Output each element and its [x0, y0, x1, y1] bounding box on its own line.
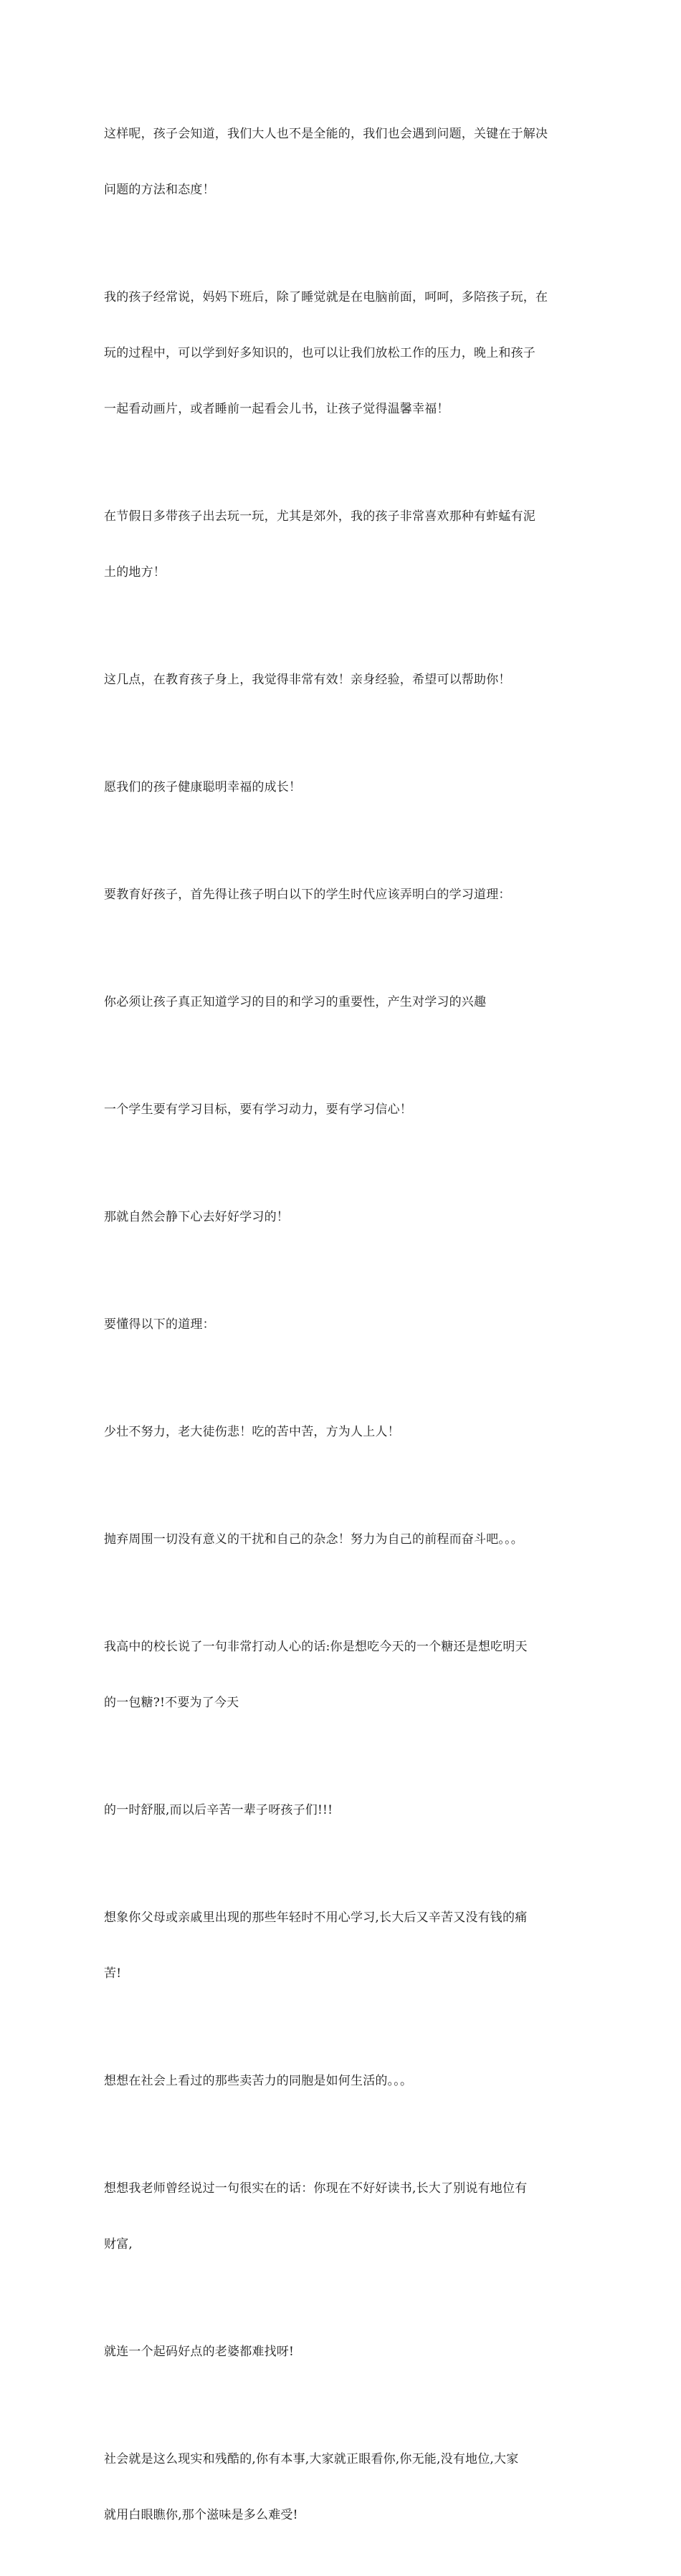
text-line: 想想我老师曾经说过一句很实在的话：你现在不好好读书,长大了别说有地位有 [104, 2181, 528, 2196]
text-line: 想象你父母或亲戚里出现的那些年轻时不用心学习,长大后又辛苦又没有钱的痛 [104, 1911, 528, 1925]
text-line: 愿我们的孩子健康聪明幸福的成长！ [104, 780, 302, 794]
text-line: 的一时舒服,而以后辛苦一辈子呀孩子们!!! [104, 1803, 333, 1817]
paragraph [104, 2034, 581, 2128]
paragraph [104, 2305, 581, 2398]
text-line: 社会就是这么现实和残酷的,你有本事,大家就正眼看你,你无能,没有地位,大家 [104, 2452, 519, 2466]
paragraph [104, 1871, 581, 2020]
paragraph [104, 1278, 581, 1371]
text-line: 就用白眼瞧你,那个滋味是多么难受! [104, 2508, 298, 2522]
paragraph [104, 1600, 581, 1749]
paragraph [104, 251, 581, 456]
document-body [104, 87, 581, 2576]
text-line: 抛弃周围一切没有意义的干扰和自己的杂念！努力为自己的前程而奋斗吧。。。 [104, 1532, 523, 1547]
paragraph [104, 2413, 581, 2562]
paragraph [104, 956, 581, 1049]
paragraph [104, 1063, 581, 1156]
text-line: 这几点，在教育孩子身上，我觉得非常有效！亲身经验，希望可以帮助你！ [104, 673, 511, 687]
text-line: 苦! [104, 1966, 122, 1981]
paragraph [104, 1385, 581, 1479]
text-line: 我的孩子经常说，妈妈下班后，除了睡觉就是在电脑前面，呵呵，多陪孩子玩，在 [104, 290, 548, 304]
text-line: 财富, [104, 2237, 133, 2251]
paragraph [104, 741, 581, 834]
text-line: 这样呢，孩子会知道，我们大人也不是全能的，我们也会遇到问题，关键在于解决 [104, 127, 548, 141]
text-line: 就连一个起码好点的老婆都难找呀! [104, 2345, 295, 2359]
text-line: 土的地方！ [104, 565, 166, 580]
text-line: 在节假日多带孩子出去玩一玩，尤其是郊外，我的孩子非常喜欢那种有蚱蜢有泥 [104, 509, 535, 524]
text-line: 问题的方法和态度！ [104, 183, 215, 197]
text-line: 少壮不努力，老大徒伤悲！吃的苦中苦，方为人上人！ [104, 1425, 400, 1439]
text-line: 的一包糖?!不要为了今天 [104, 1696, 239, 1710]
paragraph [104, 470, 581, 619]
paragraph [104, 848, 581, 941]
text-line: 一个学生要有学习目标，要有学习动力，要有学习信心！ [104, 1102, 412, 1117]
paragraph [104, 1764, 581, 1857]
text-line: 玩的过程中，可以学到好多知识的，也可以让我们放松工作的压力，晚上和孩子 [104, 346, 535, 360]
paragraph [104, 87, 581, 236]
text-line: 一起看动画片，或者睡前一起看会儿书，让孩子觉得温馨幸福！ [104, 402, 449, 416]
text-line: 我高中的校长说了一句非常打动人心的话:你是想吃今天的一个糖还是想吃明天 [104, 1640, 528, 1654]
paragraph [104, 1171, 581, 1264]
paragraph [104, 1493, 581, 1586]
text-line: 要教育好孩子，首先得让孩子明白以下的学生时代应该弄明白的学习道理： [104, 888, 511, 902]
text-line: 想想在社会上看过的那些卖苦力的同胞是如何生活的。。。 [104, 2074, 413, 2088]
text-line: 你必须让孩子真正知道学习的目的和学习的重要性，产生对学习的兴趣 [104, 995, 487, 1009]
paragraph [104, 2142, 581, 2291]
text-line: 那就自然会静下心去好好学习的！ [104, 1210, 289, 1224]
paragraph [104, 633, 581, 726]
text-line: 要懂得以下的道理： [104, 1317, 215, 1332]
